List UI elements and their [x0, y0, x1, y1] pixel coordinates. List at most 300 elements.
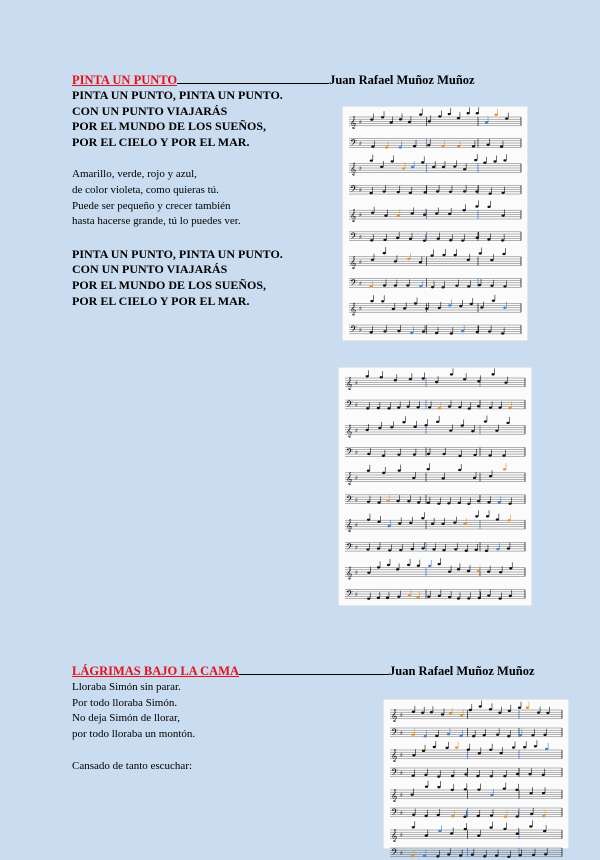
note-icon [471, 430, 474, 432]
note-icon [491, 373, 494, 375]
note-icon [467, 112, 470, 114]
note-icon [509, 595, 512, 597]
note-icon [508, 502, 511, 504]
note-icon [543, 734, 546, 736]
note-icon [504, 381, 507, 383]
note-icon [477, 788, 480, 790]
note-icon [412, 826, 415, 828]
note-icon [506, 422, 509, 424]
note-icon [503, 159, 506, 161]
note-icon [485, 550, 488, 552]
note-icon [492, 299, 495, 301]
staff [349, 247, 521, 269]
staff [345, 541, 525, 554]
sharp-icon: ♯ [355, 380, 358, 387]
note-icon [499, 571, 502, 573]
note-icon [483, 855, 486, 857]
note-icon [367, 501, 370, 503]
note-icon [367, 597, 370, 599]
note-icon [495, 114, 498, 116]
note-icon [501, 192, 504, 194]
note-icon [437, 502, 440, 504]
note-icon [468, 407, 471, 409]
sharp-icon: ♯ [359, 327, 362, 335]
note-icon [467, 597, 470, 599]
note-icon [495, 429, 498, 431]
note-icon [425, 786, 428, 788]
note-icon [515, 789, 518, 791]
sharp-icon: ♯ [359, 119, 362, 126]
note-icon [428, 406, 431, 408]
note-icon [448, 596, 451, 598]
note-icon [396, 500, 399, 502]
stanza [72, 167, 283, 229]
note-icon [385, 146, 388, 148]
staff [390, 847, 562, 860]
note-icon [449, 239, 452, 241]
note-icon [507, 856, 510, 858]
note-icon [427, 468, 430, 470]
note-icon [477, 835, 480, 837]
staff [345, 510, 525, 532]
note-icon [366, 375, 369, 377]
bass-clef-icon: 𝄢 [350, 230, 358, 244]
lyric-line: PINTA UN PUNTO, PINTA UN PUNTO. [72, 88, 283, 102]
note-icon [498, 501, 501, 503]
sharp-icon: ♯ [355, 569, 358, 577]
note-icon [447, 853, 450, 855]
note-icon [397, 453, 400, 455]
note-icon [407, 258, 410, 260]
note-icon [503, 775, 506, 777]
note-icon [437, 786, 440, 788]
note-icon [478, 752, 481, 754]
note-icon [441, 145, 444, 147]
note-icon [534, 745, 537, 747]
note-icon [507, 519, 510, 521]
note-icon [505, 117, 508, 119]
lyric-line: Puede ser pequeño y crecer también [72, 199, 231, 212]
staff [345, 399, 525, 412]
bass-clef-icon: 𝄢 [391, 847, 399, 860]
note-icon [370, 239, 373, 241]
note-icon [448, 571, 451, 573]
staff [345, 589, 525, 602]
song-author: Juan Rafael Muñoz Muñoz [389, 664, 535, 678]
title-rule [239, 664, 389, 675]
note-icon [457, 117, 460, 119]
sharp-icon: ♯ [359, 280, 362, 288]
note-icon [421, 161, 424, 163]
note-icon [366, 548, 369, 550]
note-icon [394, 260, 397, 262]
note-icon [394, 284, 397, 286]
note-icon [377, 501, 380, 503]
staff [345, 463, 525, 485]
sharp-icon: ♯ [400, 730, 403, 737]
stanza [72, 247, 283, 309]
stanza [72, 759, 195, 775]
note-icon [425, 834, 428, 836]
note-icon [458, 406, 461, 408]
note-icon [383, 284, 386, 286]
note-icon [448, 113, 451, 115]
staff [345, 368, 525, 390]
note-icon [431, 523, 434, 525]
note-icon [478, 597, 481, 599]
note-icon [412, 711, 415, 713]
note-icon [461, 239, 464, 241]
note-icon [417, 564, 420, 566]
bass-clef-icon: 𝄢 [391, 767, 399, 780]
note-icon [409, 192, 412, 194]
note-icon [397, 191, 400, 193]
lyric-line: Amarillo, verde, rojo y azul, [72, 168, 197, 181]
song-title: LÁGRIMAS BAJO LA CAMA [72, 664, 240, 678]
note-icon [484, 420, 487, 422]
sharp-icon: ♯ [355, 591, 358, 599]
note-icon [383, 330, 386, 332]
note-icon [518, 707, 521, 709]
note-icon [382, 472, 385, 474]
note-icon [409, 238, 412, 240]
treble-clef-icon: 𝄞 [350, 162, 357, 176]
note-icon [390, 426, 393, 428]
note-icon [448, 304, 451, 306]
sharp-icon: ♯ [359, 233, 362, 241]
note-icon [380, 376, 383, 378]
note-icon [422, 330, 425, 332]
bass-clef-icon: 𝄢 [350, 137, 358, 151]
note-icon [424, 424, 427, 426]
note-icon [438, 595, 441, 597]
sheet-music-image-2 [339, 368, 531, 605]
treble-clef-icon: 𝄞 [346, 377, 353, 390]
note-icon [371, 259, 374, 261]
bass-clef-icon: 𝄢 [391, 727, 399, 740]
note-icon [542, 774, 545, 776]
note-icon [402, 421, 405, 423]
note-icon [432, 166, 435, 168]
note-icon [425, 815, 428, 817]
staff [345, 446, 525, 459]
note-icon [396, 568, 399, 570]
note-icon [467, 259, 470, 261]
note-icon [436, 421, 439, 423]
note-icon [461, 330, 464, 332]
note-icon [414, 302, 417, 304]
note-icon [419, 113, 422, 115]
note-icon [406, 284, 409, 286]
note-icon [526, 707, 529, 709]
lyric-line: POR EL CIELO Y POR EL MAR. [72, 134, 250, 149]
note-icon [399, 549, 402, 551]
note-icon [442, 254, 445, 256]
note-icon [387, 407, 390, 409]
note-icon [489, 749, 492, 751]
sharp-icon: ♯ [359, 305, 362, 313]
note-icon [504, 816, 507, 818]
note-icon [398, 469, 401, 471]
bass-clef-icon: 𝄢 [346, 446, 354, 460]
note-icon [503, 828, 506, 830]
note-icon [377, 521, 380, 523]
note-icon [502, 214, 505, 216]
note-icon [411, 855, 414, 857]
note-icon [441, 523, 444, 525]
note-icon [412, 814, 415, 816]
note-icon [384, 214, 387, 216]
note-icon [436, 190, 439, 192]
note-icon [477, 380, 480, 382]
note-icon [529, 825, 532, 827]
note-icon [417, 501, 420, 503]
lyric-line: POR EL CIELO Y POR EL MAR. [72, 293, 250, 308]
staff [345, 416, 525, 438]
note-icon [377, 566, 380, 568]
note-icon [396, 237, 399, 239]
note-icon [501, 332, 504, 334]
note-icon [457, 145, 460, 147]
note-icon [490, 814, 493, 816]
note-icon [503, 787, 506, 789]
note-icon [423, 214, 426, 216]
staff [390, 700, 562, 722]
note-icon [475, 205, 478, 207]
bass-clef-icon: 𝄢 [350, 184, 358, 198]
note-icon [392, 308, 395, 310]
note-icon [422, 377, 425, 379]
lyric-line: por todo lloraba un montón. [72, 727, 196, 740]
sharp-icon: ♯ [355, 544, 358, 552]
note-icon [509, 567, 512, 569]
note-icon [498, 406, 501, 408]
note-icon [464, 828, 467, 830]
note-icon [419, 261, 422, 263]
lyric-line: No deja Simón de llorar, [72, 712, 181, 725]
note-icon [406, 405, 409, 407]
note-icon [476, 237, 479, 239]
note-icon [475, 549, 478, 551]
sharp-icon: ♯ [359, 258, 362, 266]
staff [390, 767, 562, 780]
note-icon [463, 378, 466, 380]
note-icon [485, 121, 488, 123]
note-icon [459, 305, 462, 307]
note-icon [422, 750, 425, 752]
note-icon [442, 549, 445, 551]
note-icon [441, 713, 444, 715]
note-icon [407, 564, 410, 566]
song-author: Juan Rafael Muñoz Muñoz [329, 73, 475, 87]
sharp-icon: ♯ [400, 810, 403, 817]
treble-clef-icon: 𝄞 [350, 255, 357, 269]
sharp-icon: ♯ [359, 140, 362, 148]
note-icon [470, 303, 473, 305]
note-icon [386, 597, 389, 599]
note-icon [483, 734, 486, 736]
sharp-icon: ♯ [400, 850, 403, 857]
note-icon [377, 407, 380, 409]
note-icon [499, 597, 502, 599]
note-icon [463, 190, 466, 192]
sharp-icon: ♯ [400, 792, 403, 799]
note-icon [532, 854, 535, 856]
note-icon [498, 712, 501, 714]
note-icon [477, 570, 480, 572]
note-icon [469, 709, 472, 711]
sharp-icon: ♯ [359, 187, 362, 195]
treble-clef-icon: 𝄞 [391, 709, 398, 722]
note-icon [397, 596, 400, 598]
note-icon [411, 734, 414, 736]
bass-clef-icon: 𝄢 [350, 324, 358, 338]
note-icon [424, 735, 427, 737]
treble-clef-icon: 𝄞 [350, 116, 357, 129]
note-icon [489, 406, 492, 408]
staff [349, 138, 521, 151]
note-icon [471, 854, 474, 856]
sharp-icon: ♯ [359, 212, 362, 220]
staff [390, 807, 562, 820]
note-icon [448, 405, 451, 407]
note-icon [542, 792, 545, 794]
note-icon [489, 708, 492, 710]
lyric-line: de color violeta, como quieras tú. [72, 183, 219, 196]
note-icon [467, 503, 470, 505]
sharp-icon: ♯ [359, 165, 362, 173]
note-icon [403, 307, 406, 309]
note-icon [451, 775, 454, 777]
note-icon [467, 285, 470, 287]
note-icon [528, 773, 531, 775]
note-icon [412, 774, 415, 776]
note-icon [421, 547, 424, 549]
bass-clef-icon: 𝄢 [346, 399, 354, 413]
note-icon [479, 705, 482, 707]
note-icon [377, 547, 380, 549]
note-icon [453, 165, 456, 167]
stanza [72, 680, 195, 742]
note-icon [467, 570, 470, 572]
note-icon [472, 735, 475, 737]
note-icon [397, 330, 400, 332]
note-icon [496, 518, 499, 520]
note-icon [479, 252, 482, 254]
note-icon [417, 406, 420, 408]
sharp-icon: ♯ [355, 496, 358, 504]
note-icon [503, 468, 506, 470]
note-icon [438, 830, 441, 832]
treble-clef-icon: 𝄞 [391, 749, 398, 762]
sharp-icon: ♯ [355, 449, 358, 457]
note-icon [454, 254, 457, 256]
note-icon [523, 746, 526, 748]
note-icon [409, 522, 412, 524]
note-icon [419, 285, 422, 287]
note-icon [486, 144, 489, 146]
staff [349, 295, 521, 316]
note-icon [433, 746, 436, 748]
note-icon [458, 469, 461, 471]
note-icon [500, 752, 503, 754]
note-icon [447, 733, 450, 735]
note-icon [424, 774, 427, 776]
note-icon [436, 855, 439, 857]
note-icon [387, 564, 390, 566]
note-icon [461, 424, 464, 426]
note-icon [490, 775, 493, 777]
bass-clef-icon: 𝄢 [346, 541, 354, 555]
note-icon [457, 568, 460, 570]
note-icon [487, 238, 490, 240]
note-icon [394, 379, 397, 381]
note-icon [430, 254, 433, 256]
note-icon [463, 168, 466, 170]
lyric-line: Cansado de tanto escuchar: [72, 760, 193, 773]
note-icon [416, 597, 419, 599]
note-icon [371, 145, 374, 147]
note-icon [543, 830, 546, 832]
treble-clef-icon: 𝄞 [346, 424, 353, 438]
note-icon [371, 212, 374, 214]
note-icon [390, 121, 393, 123]
note-icon [435, 735, 438, 737]
note-icon [381, 300, 384, 302]
sharp-icon: ♯ [400, 752, 403, 759]
note-icon [448, 213, 451, 215]
treble-clef-icon: 𝄞 [350, 209, 357, 223]
note-icon [455, 284, 458, 286]
note-icon [423, 854, 426, 856]
note-icon [490, 794, 493, 796]
bass-clef-icon: 𝄢 [391, 807, 399, 820]
note-icon [455, 746, 458, 748]
note-icon [391, 160, 394, 162]
note-icon [424, 191, 427, 193]
treble-clef-icon: 𝄞 [350, 302, 357, 316]
note-icon [512, 746, 515, 748]
note-icon [477, 405, 480, 407]
treble-clef-icon: 𝄞 [391, 789, 398, 802]
note-icon [464, 773, 467, 775]
note-icon [412, 477, 415, 479]
title-rule [177, 73, 329, 84]
note-icon [388, 549, 391, 551]
note-icon [489, 475, 492, 477]
note-icon [421, 517, 424, 519]
treble-clef-icon: 𝄞 [346, 471, 353, 485]
note-icon [435, 212, 438, 214]
note-icon [473, 477, 476, 479]
note-icon [516, 773, 519, 775]
note-icon [431, 286, 434, 288]
note-icon [425, 307, 428, 309]
note-icon [427, 453, 430, 455]
note-icon [437, 237, 440, 239]
note-icon [383, 239, 386, 241]
staff [349, 324, 521, 337]
lyric-line: POR EL MUNDO DE LOS SUEÑOS, [72, 277, 267, 292]
sheet-music-image-1 [343, 107, 527, 340]
note-icon [442, 286, 445, 288]
lyric-line: CON UN PUNTO VIAJARÁS [72, 262, 228, 277]
note-icon [453, 521, 456, 523]
note-icon [445, 747, 448, 749]
note-icon [432, 548, 435, 550]
stanza [72, 88, 283, 150]
note-icon [408, 595, 411, 597]
